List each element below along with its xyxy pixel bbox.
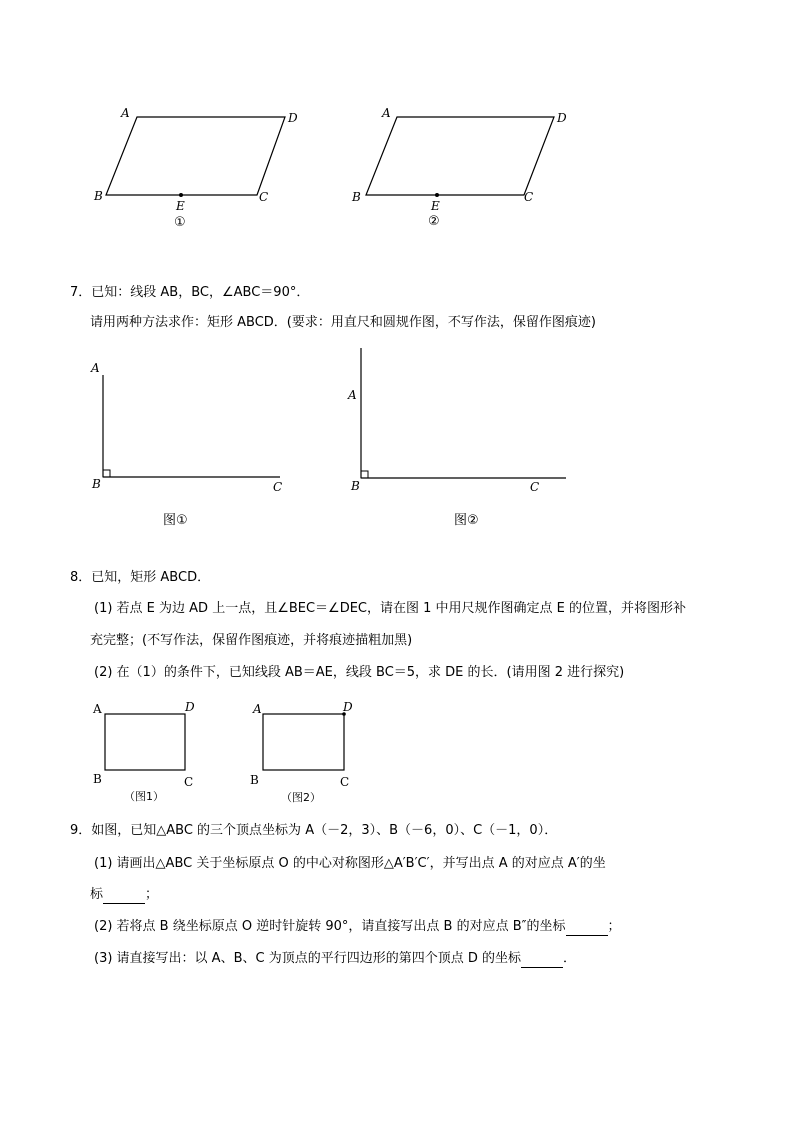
q8-fig1-caption: （图1） xyxy=(124,790,164,803)
label-d-2: D xyxy=(557,111,567,125)
q8-fig1-label-c: C xyxy=(184,775,194,789)
q7-fig1-label-c: C xyxy=(273,480,283,494)
q9-line3 xyxy=(90,886,158,904)
q9-line3-end: ； xyxy=(145,887,159,902)
q8-fig2-label-d: D xyxy=(343,700,353,714)
q9-line4-text: (2) 若将点 B 绕坐标原点 O 逆时针旋转 90°，请直接写出点 B 的对应点 B″的坐标 xyxy=(94,919,566,934)
q7-fig2-label-c: C xyxy=(530,480,540,494)
q8-fig1-rectangle xyxy=(105,714,185,770)
q9-line4 xyxy=(94,918,621,936)
q9-line3-text: 标 xyxy=(90,887,104,902)
q9-line2: (1) 请画出△ABC 关于坐标原点 O 的中心对称图形△A′B′C′，并写出点 A 的对应点 A′的坐 xyxy=(94,856,606,871)
point-e-1 xyxy=(179,193,183,197)
q7-line2: 请用两种方法求作：矩形 ABCD．(要求：用直尺和圆规作图，不写作法，保留作图痕迹) xyxy=(90,315,596,330)
label-a-1: A xyxy=(121,106,130,120)
label-e-1: E xyxy=(176,199,185,213)
q8-fig2-label-b: B xyxy=(250,773,259,787)
q8-fig1-label-d: D xyxy=(185,700,195,714)
answer-blank-2[interactable] xyxy=(566,922,608,936)
label-a-2: A xyxy=(382,106,391,120)
q8-line4: (2) 在（1）的条件下，已知线段 AB＝AE，线段 BC＝5，求 DE 的长．(请用图 2 进行探究) xyxy=(94,665,625,680)
label-d-1: D xyxy=(288,111,298,125)
answer-blank-3[interactable] xyxy=(521,954,563,968)
q8-line2: (1) 若点 E 为边 AD 上一点，且∠BEC＝∠DEC，请在图 1 中用尺规作图确定点 E 的位置，并将图形补 xyxy=(94,601,687,616)
parallelogram-1 xyxy=(106,117,285,195)
q7-fig1-label-b: B xyxy=(92,477,101,491)
q8-fig2-rectangle xyxy=(263,714,344,770)
q8-fig1-label-b: B xyxy=(93,772,102,786)
q8-line1: 8．已知，矩形 ABCD． xyxy=(70,570,211,585)
label-e-2: E xyxy=(431,199,440,213)
q7-line1: 7．已知：线段 AB，BC，∠ABC＝90°． xyxy=(70,285,310,300)
q9-line5 xyxy=(94,950,576,968)
label-b-1: B xyxy=(94,189,103,203)
point-e-2 xyxy=(435,193,439,197)
q9-line4-end: ； xyxy=(607,919,621,934)
q7-fig2-right-angle-mark xyxy=(361,471,368,478)
label-c-2: C xyxy=(524,190,534,204)
q7-fig2-label-a: A xyxy=(348,388,357,402)
q9-line5-end: ． xyxy=(562,951,576,966)
answer-blank-1[interactable] xyxy=(103,890,145,904)
q9-line5-text: (3) 请直接写出：以 A、B、C 为顶点的平行四边形的第四个顶点 D 的坐标 xyxy=(94,951,521,966)
q8-fig1-label-a: A xyxy=(93,702,102,716)
q8-line3: 充完整；(不写作法，保留作图痕迹，并将痕迹描粗加黑) xyxy=(90,633,413,648)
caption-fig-2: ② xyxy=(428,214,440,229)
q8-fig2-label-c: C xyxy=(340,775,350,789)
q7-fig2-caption: 图② xyxy=(454,513,479,528)
caption-fig-1: ① xyxy=(174,215,186,230)
q8-fig2-label-a: A xyxy=(253,702,262,716)
parallelogram-2 xyxy=(366,117,554,195)
q7-fig1-caption: 图① xyxy=(163,513,188,528)
label-b-2: B xyxy=(352,190,361,204)
label-c-1: C xyxy=(259,190,269,204)
q7-fig1-label-a: A xyxy=(91,361,100,375)
q7-fig1-right-angle-mark xyxy=(103,470,110,477)
q9-line1: 9．如图，已知△ABC 的三个顶点坐标为 A（－2，3）、B（－6，0）、C（－1，0）． xyxy=(70,823,558,838)
q7-fig2-label-b: B xyxy=(351,479,360,493)
q8-fig2-caption: （图2） xyxy=(281,791,321,804)
